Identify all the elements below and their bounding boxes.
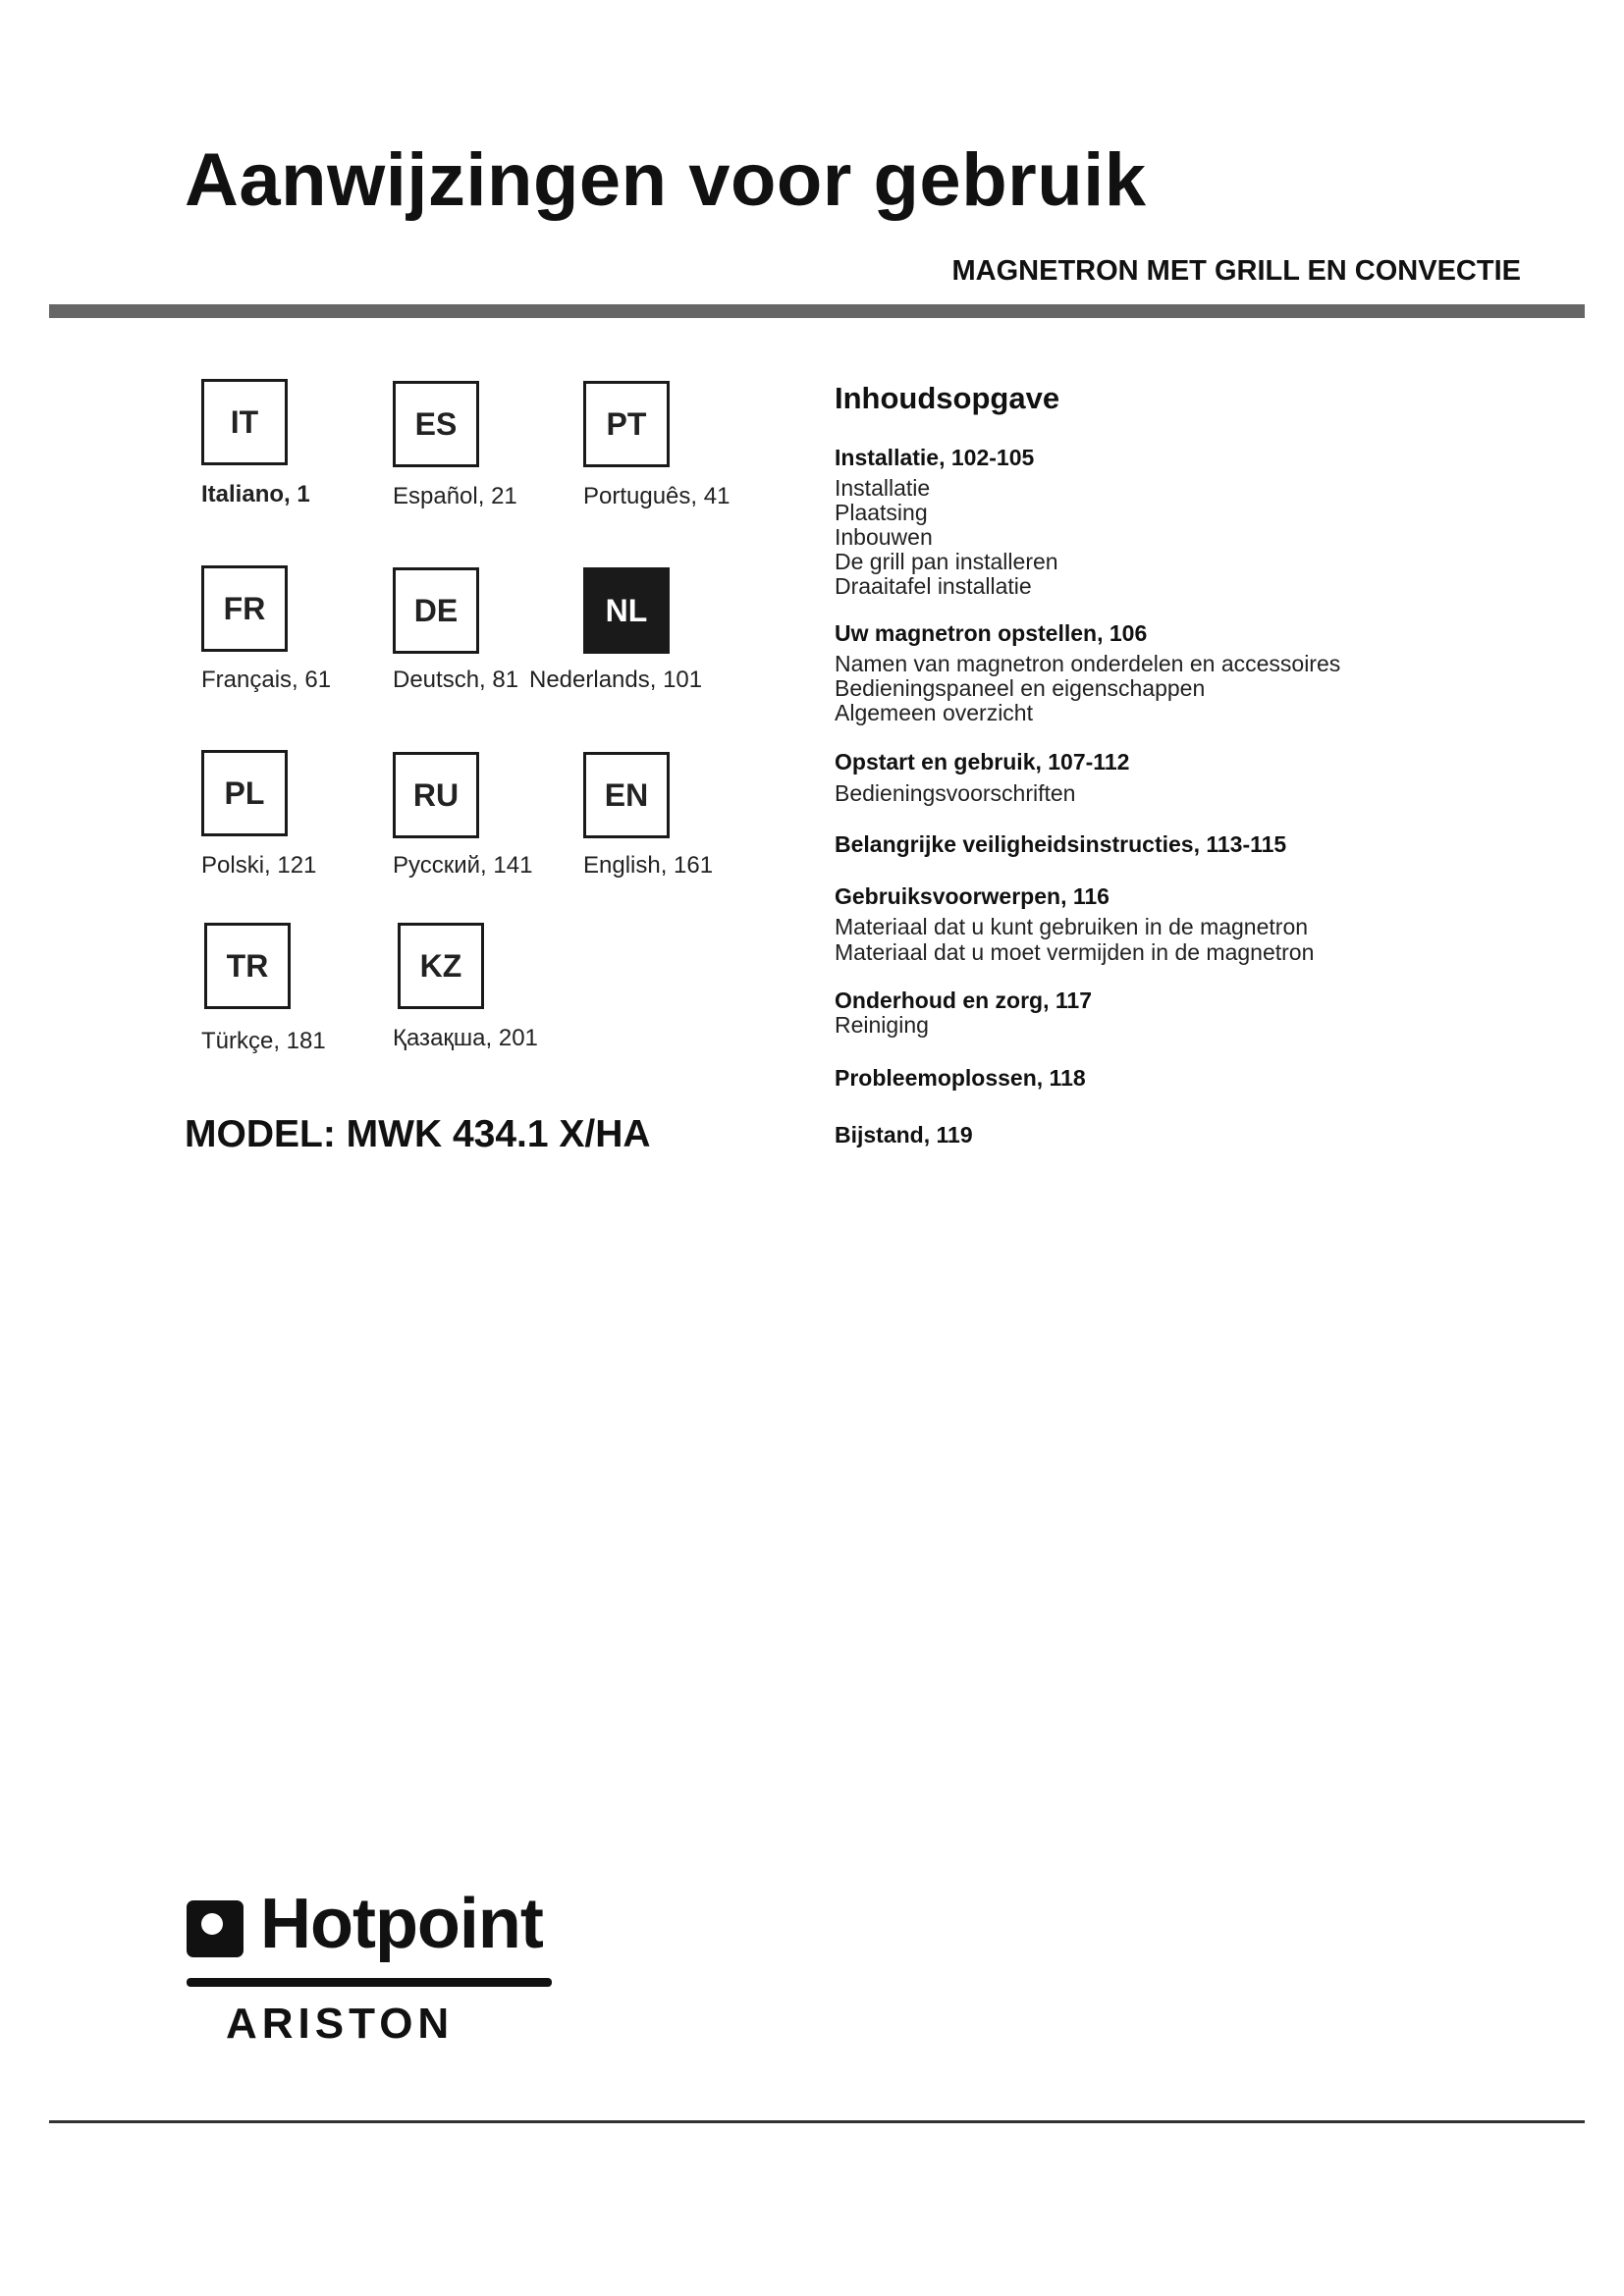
- toc-item[interactable]: Bedieningspaneel en eigenschappen: [835, 675, 1206, 701]
- toc-item[interactable]: Bedieningsvoorschriften: [835, 780, 1076, 806]
- lang-label-es[interactable]: Español, 21: [393, 483, 517, 509]
- hotpoint-ariston-logo: [187, 1885, 560, 2052]
- footer-divider: [49, 2120, 1585, 2123]
- toc-section-title[interactable]: Onderhoud en zorg, 117: [835, 988, 1092, 1013]
- logo-brand-text: Hotpoint: [260, 1885, 543, 1963]
- lang-box-pl[interactable]: PL: [201, 750, 288, 836]
- logo-divider: [187, 1978, 552, 1987]
- lang-box-es[interactable]: ES: [393, 381, 479, 467]
- toc-item[interactable]: Installatie: [835, 475, 931, 501]
- lang-box-ru[interactable]: RU: [393, 752, 479, 838]
- toc-section-title[interactable]: Probleemoplossen, 118: [835, 1065, 1086, 1091]
- lang-label-fr[interactable]: Français, 61: [201, 667, 332, 693]
- lang-label-pt[interactable]: Português, 41: [583, 483, 731, 509]
- lang-box-tr[interactable]: TR: [204, 923, 291, 1009]
- lang-box-en[interactable]: EN: [583, 752, 670, 838]
- lang-box-de[interactable]: DE: [393, 567, 479, 654]
- document-title: Aanwijzingen voor gebruik: [185, 138, 1147, 222]
- toc-section-title[interactable]: Bijstand, 119: [835, 1122, 973, 1148]
- toc-heading: Inhoudsopgave: [835, 381, 1060, 415]
- lang-label-it[interactable]: Italiano, 1: [201, 481, 310, 507]
- logo-subbrand-text: ARISTON: [226, 2000, 455, 2048]
- toc-item[interactable]: Materiaal dat u moet vermijden in de magnetron: [835, 939, 1315, 965]
- lang-label-de[interactable]: Deutsch, 81: [393, 667, 519, 693]
- toc-section-title[interactable]: Installatie, 102-105: [835, 445, 1035, 470]
- lang-label-ru[interactable]: Русский, 141: [393, 852, 533, 879]
- toc-item[interactable]: Reiniging: [835, 1012, 929, 1038]
- toc-item[interactable]: Draaitafel installatie: [835, 573, 1032, 599]
- toc-item[interactable]: De grill pan installeren: [835, 549, 1058, 574]
- toc-section-title[interactable]: Uw magnetron opstellen, 106: [835, 620, 1148, 646]
- toc-item[interactable]: Materiaal dat u kunt gebruiken in de magnetron: [835, 914, 1309, 939]
- toc-section-title[interactable]: Opstart en gebruik, 107-112: [835, 749, 1130, 774]
- toc-item[interactable]: Algemeen overzicht: [835, 700, 1033, 725]
- lang-box-it[interactable]: IT: [201, 379, 288, 465]
- document-subtitle: MAGNETRON MET GRILL EN CONVECTIE: [951, 255, 1521, 287]
- lang-label-kz[interactable]: Қазақша, 201: [393, 1025, 538, 1051]
- toc-item[interactable]: Inbouwen: [835, 524, 933, 550]
- lang-label-en[interactable]: English, 161: [583, 852, 714, 879]
- lang-label-nl[interactable]: Nederlands, 101: [529, 667, 703, 693]
- lang-box-fr[interactable]: FR: [201, 565, 288, 652]
- toc-section-title[interactable]: Belangrijke veiligheidsinstructies, 113-115: [835, 831, 1287, 857]
- lang-box-kz[interactable]: KZ: [398, 923, 484, 1009]
- hotpoint-logo-icon: [187, 1900, 244, 1957]
- toc-section-title[interactable]: Gebruiksvoorwerpen, 116: [835, 883, 1110, 909]
- header-divider: [49, 304, 1585, 318]
- lang-box-nl-selected[interactable]: NL: [583, 567, 670, 654]
- model-number: MODEL: MWK 434.1 X/HA: [185, 1113, 651, 1155]
- toc-item[interactable]: Plaatsing: [835, 500, 928, 525]
- lang-label-tr[interactable]: Türkçe, 181: [201, 1028, 326, 1054]
- toc-item[interactable]: Namen van magnetron onderdelen en accessoires: [835, 651, 1341, 676]
- lang-label-pl[interactable]: Polski, 121: [201, 852, 317, 879]
- lang-box-pt[interactable]: PT: [583, 381, 670, 467]
